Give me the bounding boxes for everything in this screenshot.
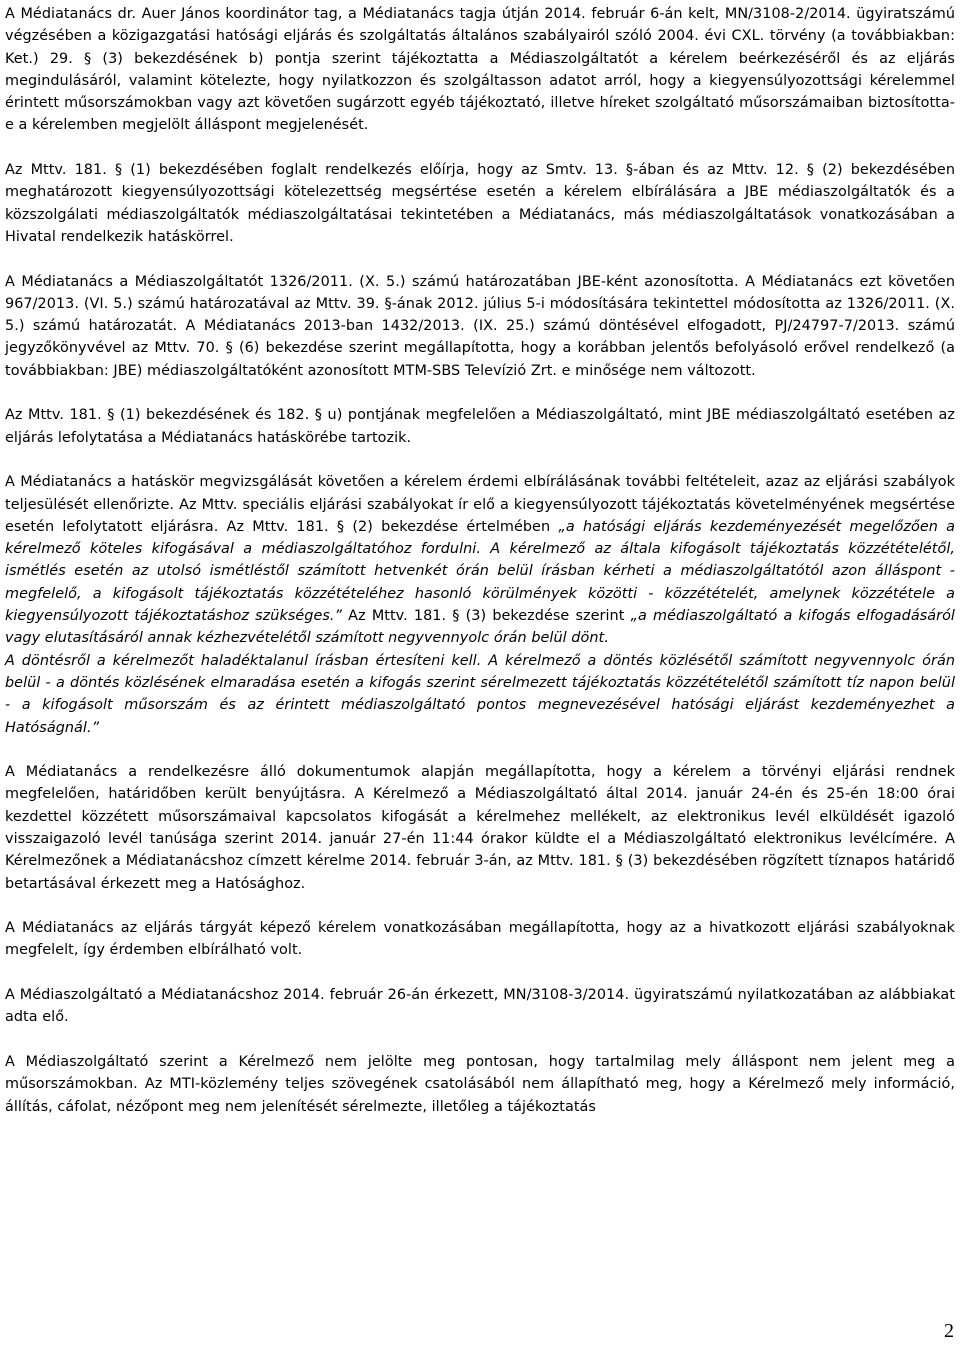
paragraph bbox=[5, 1051, 955, 1118]
document-body bbox=[5, 3, 955, 1118]
page-number: 2 bbox=[944, 1320, 954, 1342]
paragraph bbox=[5, 404, 955, 449]
paragraph bbox=[5, 3, 955, 137]
paragraph-text: A Médiatanács a rendelkezésre álló dokumentumok alapján megállapította, hogy a kérelem a törvényi eljárási rendnek megfelelően, határidőben került benyújtásra. A Kérelmező a Médiaszolgáltató által 2014. január 24-én és 25-én 18:00 órai kezdettel közzétett műsorszámaival kapcsolatos kifogását a kérelmehez mellékelt, az elektronikus levél elküldését igazoló visszaigazoló levél tanúsága szerint 2014. január 27-én 11:44 órakor küldte el a Médiaszolgáltató elektronikus levélcímére. A Kérelmezőnek a Médiatanácshoz címzett kérelme 2014. február 3-án, az Mttv. 181. § (3) bekezdésében rögzített tíznapos határidő betartásával érkezett meg a Hatósághoz. bbox=[5, 764, 955, 892]
paragraph bbox=[5, 984, 955, 1029]
paragraph bbox=[5, 271, 955, 382]
quoted-text: „a médiaszolgáltató a kifogás elfogadásáról vagy elutasításáról annak kézhezvételétől számított negyvennyolc órán belül dönt. bbox=[5, 608, 955, 647]
paragraph-text: A Médiaszolgáltató a Médiatanácshoz 2014. február 26-án érkezett, MN/3108-3/2014. ügyiratszámú nyilatkozatában az alábbiakat adta elő. bbox=[5, 987, 955, 1026]
paragraph-text: A Médiatanács a hatáskör megvizsgálását követően a kérelem érdemi elbírálásának további feltételeit, azaz az eljárási szabályok teljesülését ellenőrizte. Az Mttv. speciális eljárási szabályokat ír elő a kiegyensúlyozott tájékoztatás követelményének megsértése esetén lefolytatott eljárásra. Az Mttv. 181. § (2) bekezdése értelmében bbox=[5, 474, 955, 535]
paragraph-text: Az Mttv. 181. § (1) bekezdésének és 182. § u) pontjának megfelelően a Médiaszolgáltató, mint JBE médiaszolgáltató esetében az eljárás lefolytatása a Médiatanács hatáskörébe tartozik. bbox=[5, 407, 955, 446]
quoted-text: A döntésről a kérelmezőt haladéktalanul írásban értesíteni kell. A kérelmező a döntés közlésétől számított negyvennyolc órán belül - a döntés közlésének elmaradása esetén a kifogás szerint sérelmezett tájékoztatás közzétételétől számított tíz napon belül - a kifogásolt műsorszám és az érintett médiaszolgáltató pontos megnevezésével hatósági eljárást kezdeményezhet a Hatóságnál.” bbox=[5, 652, 955, 736]
paragraph-text: A Médiatanács dr. Auer János koordinátor tag, a Médiatanács tagja útján 2014. február 6-án kelt, MN/3108-2/2014. ügyiratszámú végzésében a közigazgatási hatósági eljárás és szolgáltatás általános szabályairól szóló 2004. évi CXL. törvény (a továbbiakban: Ket.) 29. § (3) bekezdésének b) pontja szerint tájékoztatta a Médiaszolgáltatót a kérelem beérkezéséről és az eljárás megindulásáról, valamint kötelezte, hogy nyilatkozzon és szolgáltasson adatot arról, hogy a kiegyensúlyozottsági kérelemmel érintett műsorszámokban vagy azt követően sugárzott egyéb tájékoztató, illetve híreket szolgáltató műsorszámaiban biztosította-e a kérelemben megjelölt álláspont megjelenését. bbox=[5, 6, 955, 134]
quoted-text: „a hatósági eljárás kezdeményezését megelőzően a kérelmező köteles kifogásával a médiaszolgáltatóhoz fordulni. A kérelmező az általa kifogásolt tájékoztatás közzétételétől, ismétlés esetén az utolsó ismétléstől számított hetvenkét órán belül írásban kérheti a médiaszolgáltatótól azon álláspont - megfelelő, a kifogásolt tájékoztatás közzétételéhez hasonló körülmények közötti - közzétételét, amelynek közzététele a kiegyensúlyozott tájékoztatáshoz szükséges.” bbox=[5, 518, 955, 625]
paragraph bbox=[5, 761, 955, 895]
paragraph-text: A Médiatanács a Médiaszolgáltatót 1326/2011. (X. 5.) számú határozatában JBE-ként azonosította. A Médiatanács ezt követően 967/2013. (VI. 5.) számú határozatával az Mttv. 39. §-ának 2012. július 5-i módosítására tekintettel módosította az 1326/2011. (X. 5.) számú határozatát. A Médiatanács 2013-ban 1432/2013. (IX. 25.) számú döntésével elfogadott, PJ/24797-7/2013. számú jegyzőkönyvével az Mttv. 70. § (6) bekezdése szerint megállapította, hogy a korábban jelentős befolyásoló erővel rendelkező (a továbbiakban: JBE) médiaszolgáltatóként azonosított MTM-SBS Televízió Zrt. e minősége nem változott. bbox=[5, 273, 955, 379]
paragraph bbox=[5, 471, 955, 649]
paragraph-text: Az Mttv. 181. § (1) bekezdésében foglalt rendelkezés előírja, hogy az Smtv. 13. §-ában és az Mttv. 12. § (2) bekezdésében meghatározott kiegyensúlyozottsági kötelezettség megsértése esetén a kérelem elbírálására a JBE médiaszolgáltatók és a közszolgálati médiaszolgáltatók médiaszolgáltatásai tekintetében a Médiatanács, más médiaszolgáltatások vonatkozásában a Hivatal rendelkezik hatáskörrel. bbox=[5, 162, 955, 245]
paragraph-text: A Médiatanács az eljárás tárgyát képező kérelem vonatkozásában megállapította, hogy az a hivatkozott eljárási szabályoknak megfelelt, így érdemben elbírálható volt. bbox=[5, 920, 955, 959]
paragraph bbox=[5, 917, 955, 962]
paragraph-text: Az Mttv. 181. § (3) bekezdése szerint bbox=[342, 608, 631, 625]
paragraph bbox=[5, 650, 955, 739]
paragraph-text: A Médiaszolgáltató szerint a Kérelmező nem jelölte meg pontosan, hogy tartalmilag mely álláspont nem jelent meg a műsorszámokban. Az MTI-közlemény teljes szövegének csatolásából nem állapítható meg, hogy a Kérelmező mely információ, állítás, cáfolat, nézőpont meg nem jelenítését sérelmezte, illetőleg a tájékoztatás bbox=[5, 1053, 955, 1115]
paragraph bbox=[5, 159, 955, 248]
